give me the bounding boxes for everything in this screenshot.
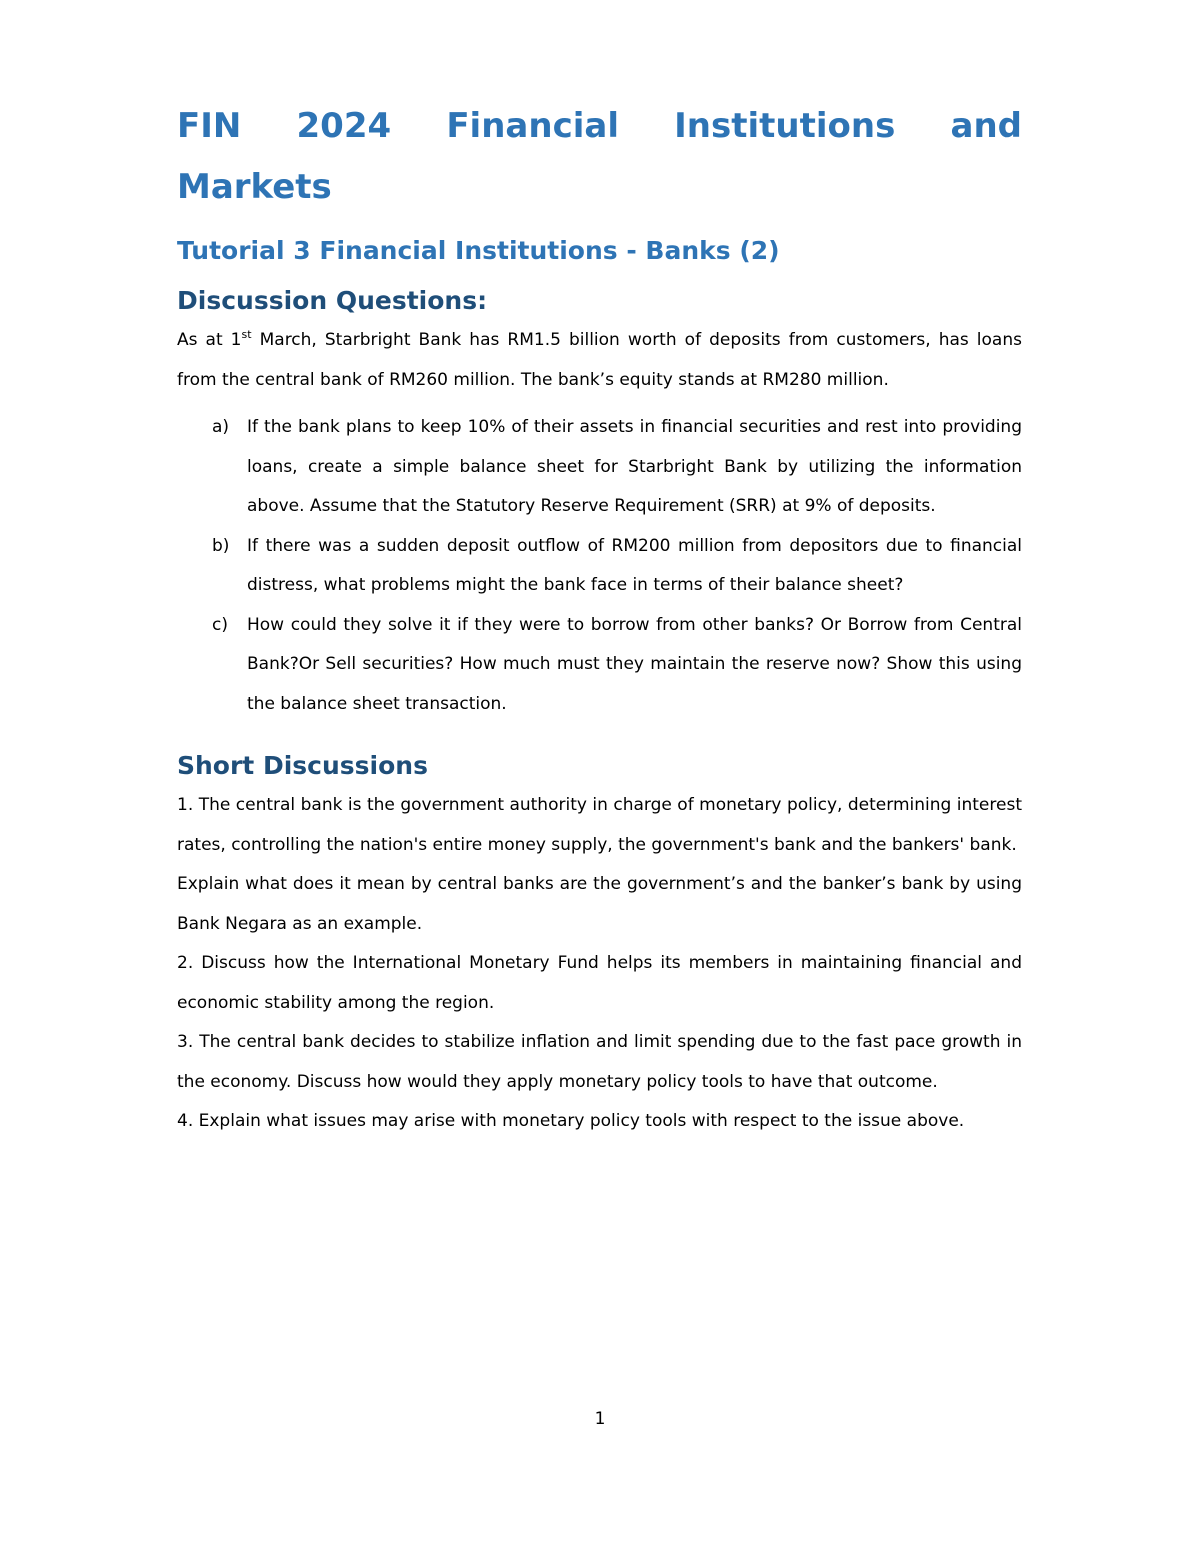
title-line-1: FIN 2024 Financial Institutions and (177, 106, 1022, 146)
question-marker: a) (212, 417, 230, 437)
discussion-questions-heading: Discussion Questions: (177, 286, 488, 315)
short-discussion-4: 4. Explain what issues may arise with monetary policy tools with respect to the issue above. (177, 1111, 965, 1131)
page-number: 1 (594, 1409, 606, 1429)
short-discussion-1-explain: Explain what does it mean by central banks are the government’s and the banker’s bank by using Bank Negara as an example. (177, 874, 1022, 934)
title-line-2: Markets (177, 167, 332, 207)
short-discussions-heading: Short Discussions (177, 751, 428, 780)
page-content (177, 96, 1022, 1142)
intro-text-rest: March, Starbright Bank has RM1.5 billion worth of deposits from customers, has loans from the central bank of RM260 million. The bank’s equity stands at RM280 million. (177, 330, 1022, 390)
discussion-question-list (177, 408, 1022, 724)
question-marker: b) (212, 535, 230, 556)
question-text: How could they solve it if they were to borrow from other banks? Or Borrow from Central Bank?Or Sell securities? How much must they maintain the reserve now? Show this using the balance sheet transaction. (247, 614, 1022, 714)
intro-text-start: As at 1 (177, 330, 242, 350)
short-discussion-3: 3. The central bank decides to stabilize inflation and limit spending due to the fast pace growth in the economy. Discuss how would they apply monetary policy tools to have that outcome. (177, 1032, 1022, 1092)
question-text: If there was a sudden deposit outflow of RM200 million from depositors due to financial distress, what problems might the bank face in terms of their balance sheet? (247, 535, 1022, 595)
question-a (177, 408, 1022, 527)
tutorial-subtitle: Tutorial 3 Financial Institutions - Banks (2) (177, 236, 780, 265)
short-discussion-2: 2. Discuss how the International Monetary Fund helps its members in maintaining financial and economic stability among the region. (177, 953, 1022, 1013)
question-b (177, 527, 1022, 606)
short-discussion-1: 1. The central bank is the government authority in charge of monetary policy, determining interest rates, controlling the nation's entire money supply, the government's bank and the bankers' bank. (177, 795, 1022, 855)
intro-superscript: st (241, 328, 252, 341)
question-c (177, 606, 1022, 725)
intro-paragraph (177, 321, 1022, 400)
document-title (177, 96, 1022, 218)
question-text: If the bank plans to keep 10% of their assets in financial securities and rest into providing loans, create a simple balance sheet for Starbright Bank by utilizing the information above. Assume that the Statutory Reserve Requirement (SRR) at 9% of deposits. (247, 417, 1022, 516)
question-marker: c) (212, 614, 228, 635)
